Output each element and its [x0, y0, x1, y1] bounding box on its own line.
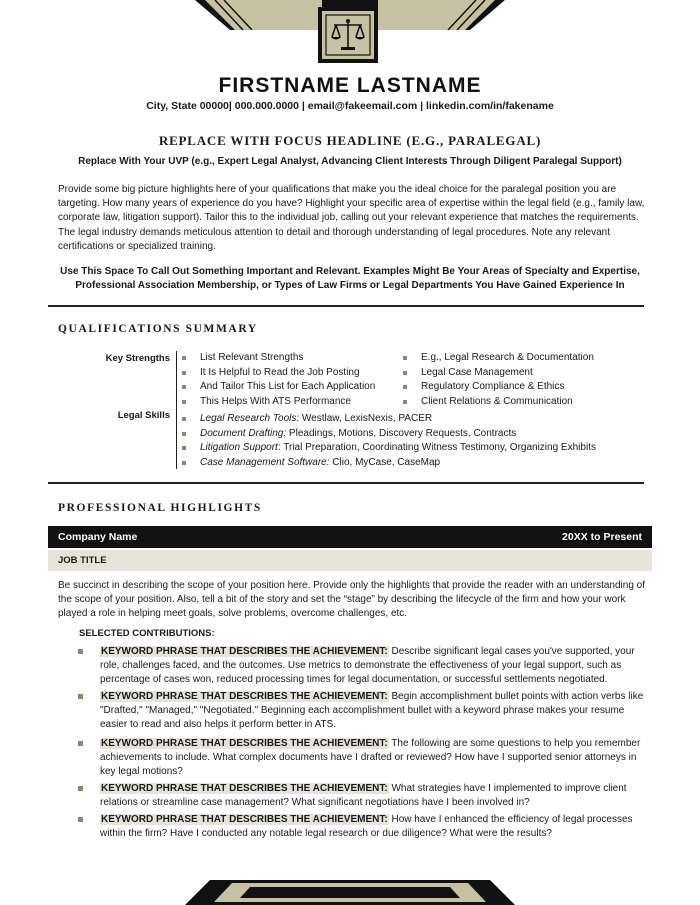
- list-item: List Relevant Strengths: [180, 351, 375, 366]
- achievement-keyword: KEYWORD PHRASE THAT DESCRIBES THE ACHIEVEMENT:: [101, 738, 388, 749]
- selected-contributions-label: SELECTED CONTRIBUTIONS:: [79, 628, 215, 639]
- achievement-text: What strategies have I implemented to improve client relations or streamline case management? What significant negotiations have I been involved in?: [100, 783, 627, 808]
- list-item: E.g., Legal Research & Documentation: [401, 351, 594, 366]
- key-strengths-right-list: [401, 351, 594, 409]
- bullet-icon: [182, 417, 186, 421]
- list-item: Litigation Support: Trial Preparation, Coordinating Witness Testimony, Organizing Exhibits: [180, 441, 596, 456]
- achievement-item: [76, 737, 646, 779]
- bullet-icon: [78, 817, 83, 822]
- achievement-item: [76, 782, 646, 810]
- list-item: Client Relations & Communication: [401, 395, 594, 410]
- scope-paragraph: Be succinct in describing the scope of your position here. Provide only the highlights that provide the reader with an understanding of the scope of your position. Also, tell a bit of the story and set the “stage” by describing the lifecycle of the firm and how your work played a role in helping meet goals, solve problems, overcome challenges, etc.: [58, 580, 646, 620]
- list-item: Legal Research Tools: Westlaw, LexisNexis, PACER: [180, 412, 596, 427]
- bullet-icon: [78, 786, 83, 791]
- list-item: Document Drafting: Pleadings, Motions, Discovery Requests, Contracts: [180, 427, 596, 442]
- contact-line: City, State 00000| 000.000.0000 | email@fakeemail.com | linkedin.com/in/fakename: [146, 100, 554, 112]
- achievement-text: The following are some questions to help you remember achievements to include. What complex documents have I drafted or reviewed? How have I supported senior attorneys in key legal motions?: [100, 738, 641, 777]
- list-item: Case Management Software: Clio, MyCase, CaseMap: [180, 456, 596, 471]
- achievement-keyword: KEYWORD PHRASE THAT DESCRIBES THE ACHIEVEMENT:: [101, 783, 388, 794]
- bullet-icon: [182, 400, 186, 404]
- bullet-icon: [403, 385, 407, 389]
- key-strengths-label: Key Strengths: [105, 353, 170, 364]
- bullet-icon: [403, 356, 407, 360]
- unique-value-proposition: Replace With Your UVP (e.g., Expert Legal Analyst, Advancing Client Interests Through Diligent Paralegal Support): [78, 156, 622, 167]
- bullet-icon: [78, 694, 83, 699]
- key-strengths-left-list: [180, 351, 375, 409]
- professional-highlights-title: PROFESSIONAL HIGHLIGHTS: [58, 502, 262, 514]
- bullet-icon: [182, 385, 186, 389]
- achievement-text: Describe significant legal cases you've supported, your role, challenges faced, and the outcomes. Use metrics to demonstrate the effectiveness of your legal support, such as percentage of cases won, reduced processing times for legal documentation, or successful settlements negotiated.: [100, 646, 635, 685]
- bullet-icon: [78, 741, 83, 746]
- company-bar: [48, 526, 652, 548]
- bullet-icon: [182, 446, 186, 450]
- achievement-keyword: KEYWORD PHRASE THAT DESCRIBES THE ACHIEVEMENT:: [101, 814, 388, 825]
- achievement-item: [76, 645, 646, 687]
- achievement-item: [76, 813, 646, 841]
- achievement-item: [76, 690, 646, 732]
- bullet-icon: [182, 371, 186, 375]
- candidate-name: FIRSTNAME LASTNAME: [218, 74, 482, 97]
- bullet-icon: [403, 400, 407, 404]
- list-item: And Tailor This List for Each Application: [180, 380, 375, 395]
- focus-headline: REPLACE WITH FOCUS HEADLINE (E.G., PARALEGAL): [158, 133, 542, 148]
- qualifications-vertical-rule: [176, 351, 177, 469]
- qualifications-title: QUALIFICATIONS SUMMARY: [58, 323, 258, 335]
- list-item: This Helps With ATS Performance: [180, 395, 375, 410]
- employment-dates: 20XX to Present: [562, 531, 642, 543]
- bullet-icon: [182, 461, 186, 465]
- intro-paragraph: Provide some big picture highlights here of your qualifications that make you the ideal choice for the paralegal position you are targeting. How many years of experience do you have? Highlight your specific area of expertise within the legal field (e.g., family law, corporate law, litigation support). Tailor this to the individual job, calling out your relevant experience that matches the requirements. The legal industry demands meticulous attention to detail and thorough understanding of legal procedures. Note any relevant certifications or specialized training.: [58, 184, 645, 252]
- callout-text: Use This Space To Call Out Something Important and Relevant. Examples Might Be Your Areas of Specialty and Expertise, Professional Association Membership, or Types of Law Firms or Legal Departments You Have Gained Experience In: [60, 266, 640, 291]
- bullet-icon: [78, 649, 83, 654]
- company-name: Company Name: [58, 531, 138, 543]
- legal-skills-list: [180, 412, 596, 470]
- bullet-icon: [182, 356, 186, 360]
- section-divider: [48, 305, 644, 307]
- scales-of-justice-icon: [313, 5, 383, 65]
- bottom-decorative-banner: [0, 880, 700, 905]
- job-title: JOB TITLE: [58, 555, 107, 566]
- achievement-text: Begin accomplishment bullet points with action verbs like "Drafted," "Managed," "Negotiated." Beginning each accomplishment bullet with a keyword phrase makes your resume easier to read and also helps it perform better in ATS.: [100, 691, 644, 730]
- list-item: Regulatory Compliance & Ethics: [401, 380, 594, 395]
- list-item: Legal Case Management: [401, 366, 594, 381]
- list-item: It Is Helpful to Read the Job Posting: [180, 366, 375, 381]
- job-title-bar: [48, 550, 652, 571]
- section-divider: [48, 482, 644, 484]
- bullet-icon: [182, 432, 186, 436]
- achievement-keyword: KEYWORD PHRASE THAT DESCRIBES THE ACHIEVEMENT:: [101, 691, 388, 702]
- achievement-keyword: KEYWORD PHRASE THAT DESCRIBES THE ACHIEVEMENT:: [101, 646, 388, 657]
- bullet-icon: [403, 371, 407, 375]
- achievement-text: How have I enhanced the efficiency of legal processes within the firm? Have I conducted any notable legal research or due diligence? What were the results?: [100, 814, 633, 839]
- legal-skills-label: Legal Skills: [117, 410, 170, 421]
